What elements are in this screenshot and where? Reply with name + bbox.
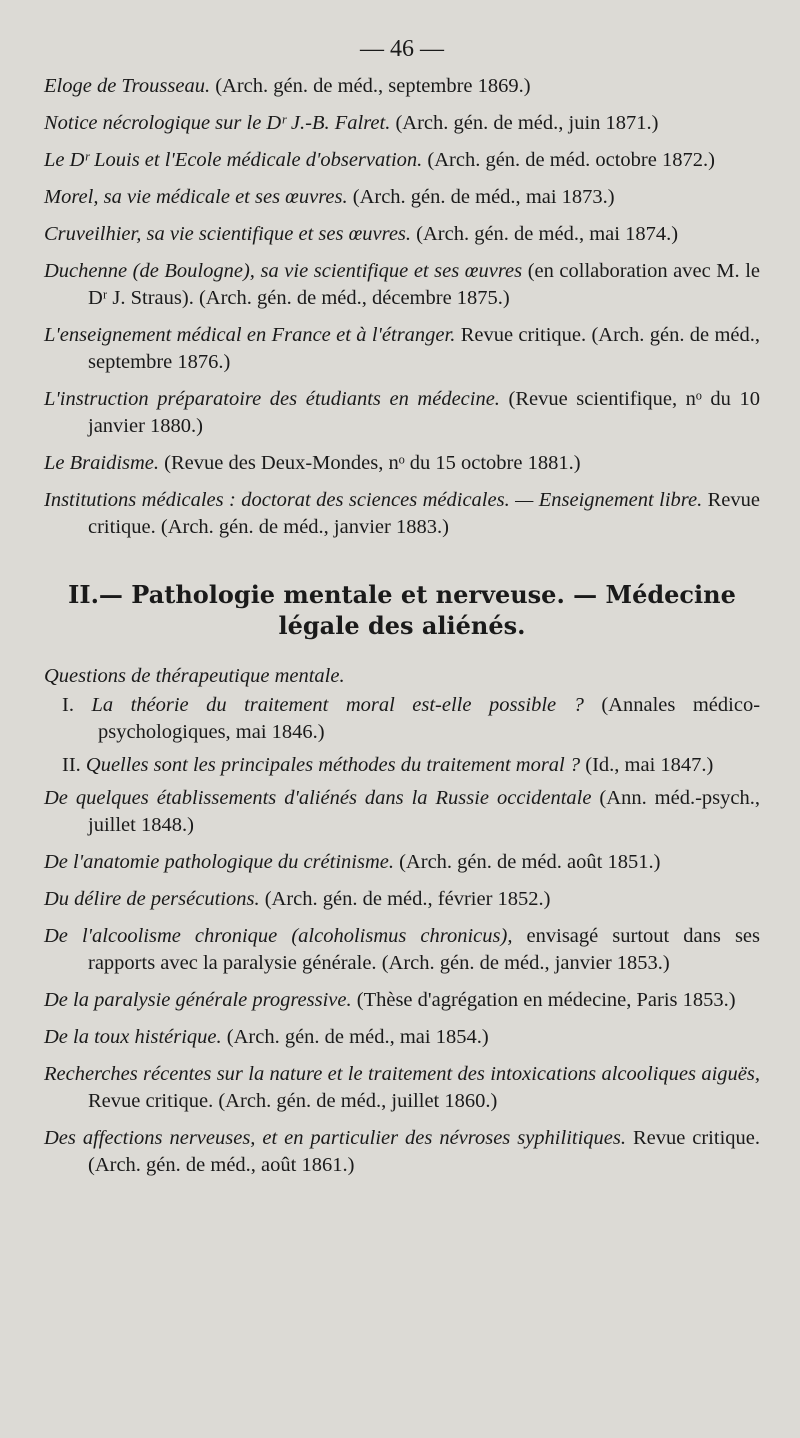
bibliography-entry: Du délire de persécutions. (Arch. gén. de méd., février 1852.)	[44, 888, 551, 910]
bibliography-entry: De quelques établissements d'aliénés dans la Russie occidentale (Ann. méd.-psych., juillet 1848.)	[44, 787, 760, 836]
bibliography-entry: De la paralysie générale progressive. (Thèse d'agrégation en médecine, Paris 1853.)	[44, 989, 736, 1011]
section-heading: II.— Pathologie mentale et nerveuse. — Médecine légale des aliénés.	[68, 580, 736, 640]
bibliography-entry: Eloge de Trousseau. (Arch. gén. de méd., septembre 1869.)	[44, 75, 531, 97]
page-number: — 46 —	[360, 36, 444, 62]
question-item: I. La théorie du traitement moral est-elle possible ? (Annales médico-psychologiques, mai 1846.)	[62, 694, 761, 743]
bibliography-list-1	[44, 73, 760, 541]
bibliography-entry: Des affections nerveuses, et en particulier des névroses syphilitiques. Revue critique. (Arch. gén. de méd., août 1861.)	[44, 1127, 760, 1176]
question-item: II. Quelles sont les principales méthodes du traitement moral ? (Id., mai 1847.)	[62, 754, 714, 776]
bibliography-entry: L'enseignement médical en France et à l'étranger. Revue critique. (Arch. gén. de méd., septembre 1876.)	[44, 324, 761, 373]
bibliography-entry: Le Dʳ Louis et l'Ecole médicale d'observation. (Arch. gén. de méd. octobre 1872.)	[44, 149, 715, 171]
bibliography-entry: Morel, sa vie médicale et ses œuvres. (Arch. gén. de méd., mai 1873.)	[44, 186, 615, 208]
bibliography-entry: Recherches récentes sur la nature et le traitement des intoxications alcooliques aiguës, Revue critique. (Arch. gén. de méd., juillet 1860.)	[44, 1063, 760, 1112]
bibliography-entry: Notice nécrologique sur le Dʳ J.-B. Falret. (Arch. gén. de méd., juin 1871.)	[44, 112, 659, 134]
bibliography-entry: De l'alcoolisme chronique (alcoholismus chronicus), envisagé surtout dans ses rapports avec la paralysie générale. (Arch. gén. de méd., janvier 1853.)	[44, 925, 760, 974]
bibliography-entry: Le Braidisme. (Revue des Deux-Mondes, nᵒ du 15 octobre 1881.)	[44, 452, 581, 474]
questions-group	[44, 663, 760, 779]
bibliography-entry: L'instruction préparatoire des étudiants en médecine. (Revue scientifique, nᵒ du 10 janvier 1880.)	[44, 388, 760, 437]
questions-title: Questions de thérapeutique mentale.	[44, 665, 345, 687]
bibliography-entry: Cruveilhier, sa vie scientifique et ses œuvres. (Arch. gén. de méd., mai 1874.)	[44, 223, 679, 245]
bibliography-list-2	[44, 785, 760, 1179]
bibliography-entry: De l'anatomie pathologique du crétinisme. (Arch. gén. de méd. août 1851.)	[44, 851, 661, 873]
bibliography-entry: Institutions médicales : doctorat des sciences médicales. — Enseignement libre. Revue critique. (Arch. gén. de méd., janvier 1883.)	[44, 489, 760, 538]
bibliography-entry: Duchenne (de Boulogne), sa vie scientifique et ses œuvres (en collaboration avec M. le Dʳ J. Straus). (Arch. gén. de méd., décembre 1875.)	[44, 260, 760, 309]
bibliography-entry: De la toux histérique. (Arch. gén. de méd., mai 1854.)	[44, 1026, 489, 1048]
